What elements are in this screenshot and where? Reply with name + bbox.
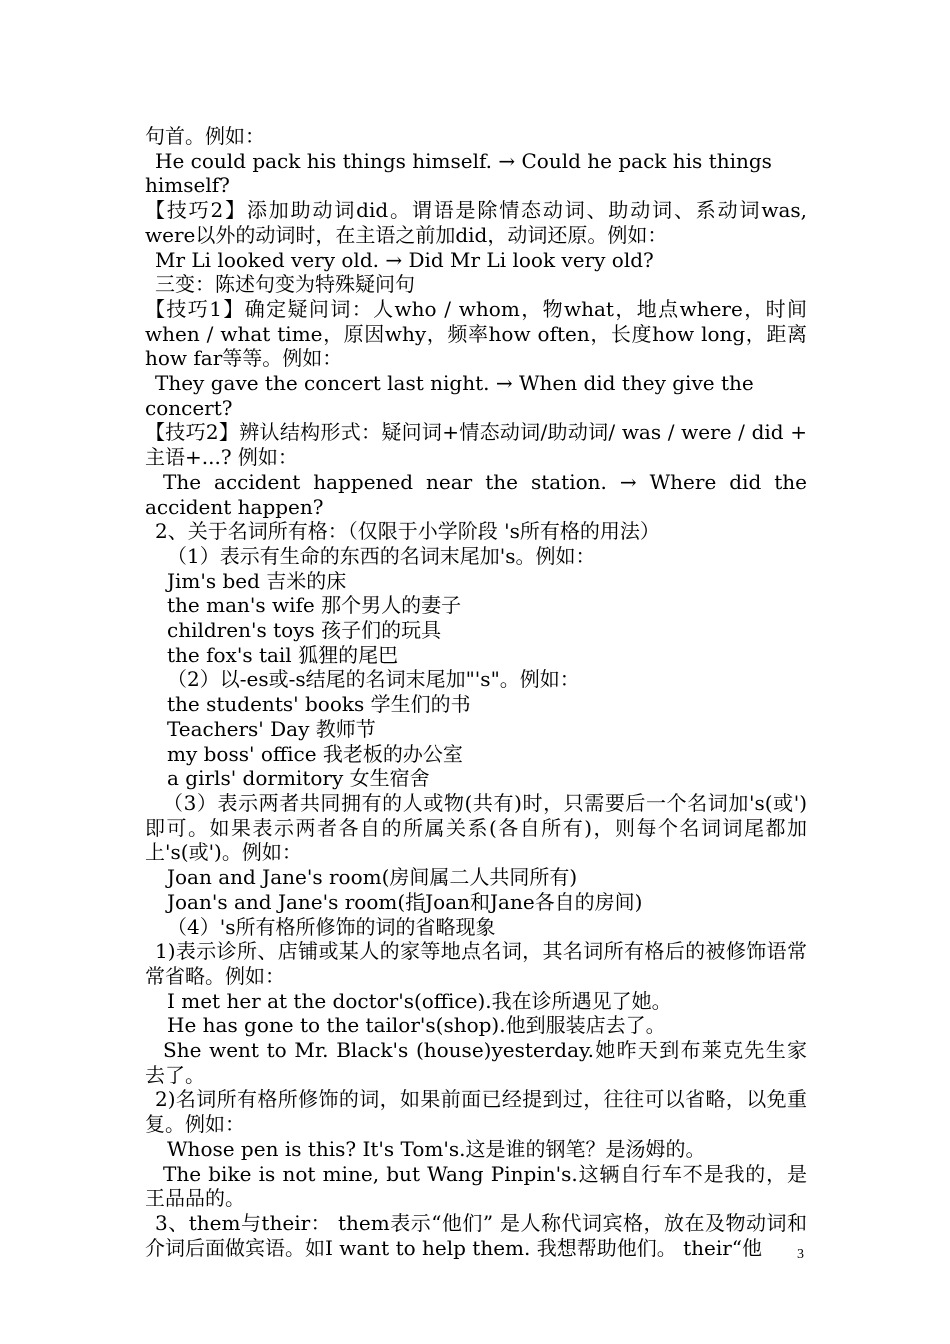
example-item: my boss' office 我老板的办公室 bbox=[167, 741, 463, 766]
section-paragraph: 3、them与their： them表示“他们” 是人称代词宾格，放在及物动词和介词后面做宾语。如I want to help them. 我想帮助他们。 their“他 bbox=[145, 1210, 807, 1260]
example-item: Teachers' Day 教师节 bbox=[167, 716, 376, 741]
text-line: 句首。例如： bbox=[145, 124, 265, 148]
example-sentence: He could pack his things himself. → Could he pack his things himself? bbox=[145, 148, 772, 198]
example-sentence: The accident happened near the station. → Where did the accident happen? bbox=[145, 469, 807, 519]
example-item: Joan and Jane's room(房间属二人共同所有) bbox=[167, 865, 578, 890]
example-sentence: Mr Li looked very old. → Did Mr Li look very old? bbox=[155, 247, 654, 272]
example-item: He has gone to the tailor's(shop).他到服装店去了。 bbox=[167, 1013, 666, 1038]
tip-paragraph: 【技巧2】辨认结构形式：疑问词+情态动词/助动词/ was / were / did + 主语+...? 例如： bbox=[145, 420, 807, 470]
example-item: The bike is not mine, but Wang Pinpin's.这辆自行车不是我的，是王品品的。 bbox=[145, 1161, 807, 1211]
section-heading: 2、关于名词所有格：（仅限于小学阶段 's所有格的用法） bbox=[155, 519, 660, 544]
rule-paragraph: 1)表示诊所、店铺或某人的家等地点名词，其名词所有格后的被修饰语常常省略。例如： bbox=[145, 939, 807, 988]
tip-paragraph: 【技巧1】确定疑问词：人who / whom，物what，地点where，时间when / what time，原因why，频率how often，长度how long，距离how far等等。例如： bbox=[145, 296, 807, 371]
example-item: children's toys 孩子们的玩具 bbox=[167, 618, 442, 643]
section-heading: 三变：陈述句变为特殊疑问句 bbox=[155, 272, 415, 297]
document-body bbox=[145, 124, 807, 1260]
example-item: She went to Mr. Black's (house)yesterday.她昨天到布莱克先生家去了。 bbox=[145, 1038, 807, 1087]
example-item: the students' books 学生们的书 bbox=[167, 692, 471, 717]
rule-heading: （1）表示有生命的东西的名词末尾加's。例如： bbox=[167, 543, 596, 568]
rule-paragraph: 2)名词所有格所修饰的词，如果前面已经提到过，往往可以省略，以免重复。例如： bbox=[145, 1087, 807, 1137]
page-number: 3 bbox=[797, 1247, 804, 1262]
example-sentence: They gave the concert last night. → When did they give the concert? bbox=[145, 371, 754, 420]
example-item: the man's wife 那个男人的妻子 bbox=[167, 593, 462, 618]
example-item: I met her at the doctor's(office).我在诊所遇见了她。 bbox=[167, 988, 672, 1013]
tip-paragraph: 【技巧2】添加助动词did。谓语是除情态动词、助动词、系动词was, were以外的动词时，在主语之前加did，动词还原。例如： bbox=[145, 198, 807, 247]
example-item: Whose pen is this? It's Tom's.这是谁的钢笔？是汤姆的。 bbox=[167, 1136, 706, 1161]
rule-paragraph: （3）表示两者共同拥有的人或物(共有)时，只需要后一个名词加's(或')即可。如果表示两者各自的所属关系(各自所有)，则每个名词词尾都加上's(或')。例如： bbox=[145, 790, 807, 865]
example-item: Jim's bed 吉米的床 bbox=[167, 568, 347, 593]
example-item: a girls' dormitory 女生宿舍 bbox=[167, 766, 430, 791]
rule-heading: （4）'s所有格所修饰的词的省略现象 bbox=[167, 914, 496, 939]
example-item: the fox's tail 狐狸的尾巴 bbox=[167, 642, 399, 667]
example-item: Joan's and Jane's room(指Joan和Jane各自的房间) bbox=[167, 889, 643, 914]
rule-heading: （2）以-es或-s结尾的名词末尾加"'s"。例如： bbox=[167, 667, 580, 692]
